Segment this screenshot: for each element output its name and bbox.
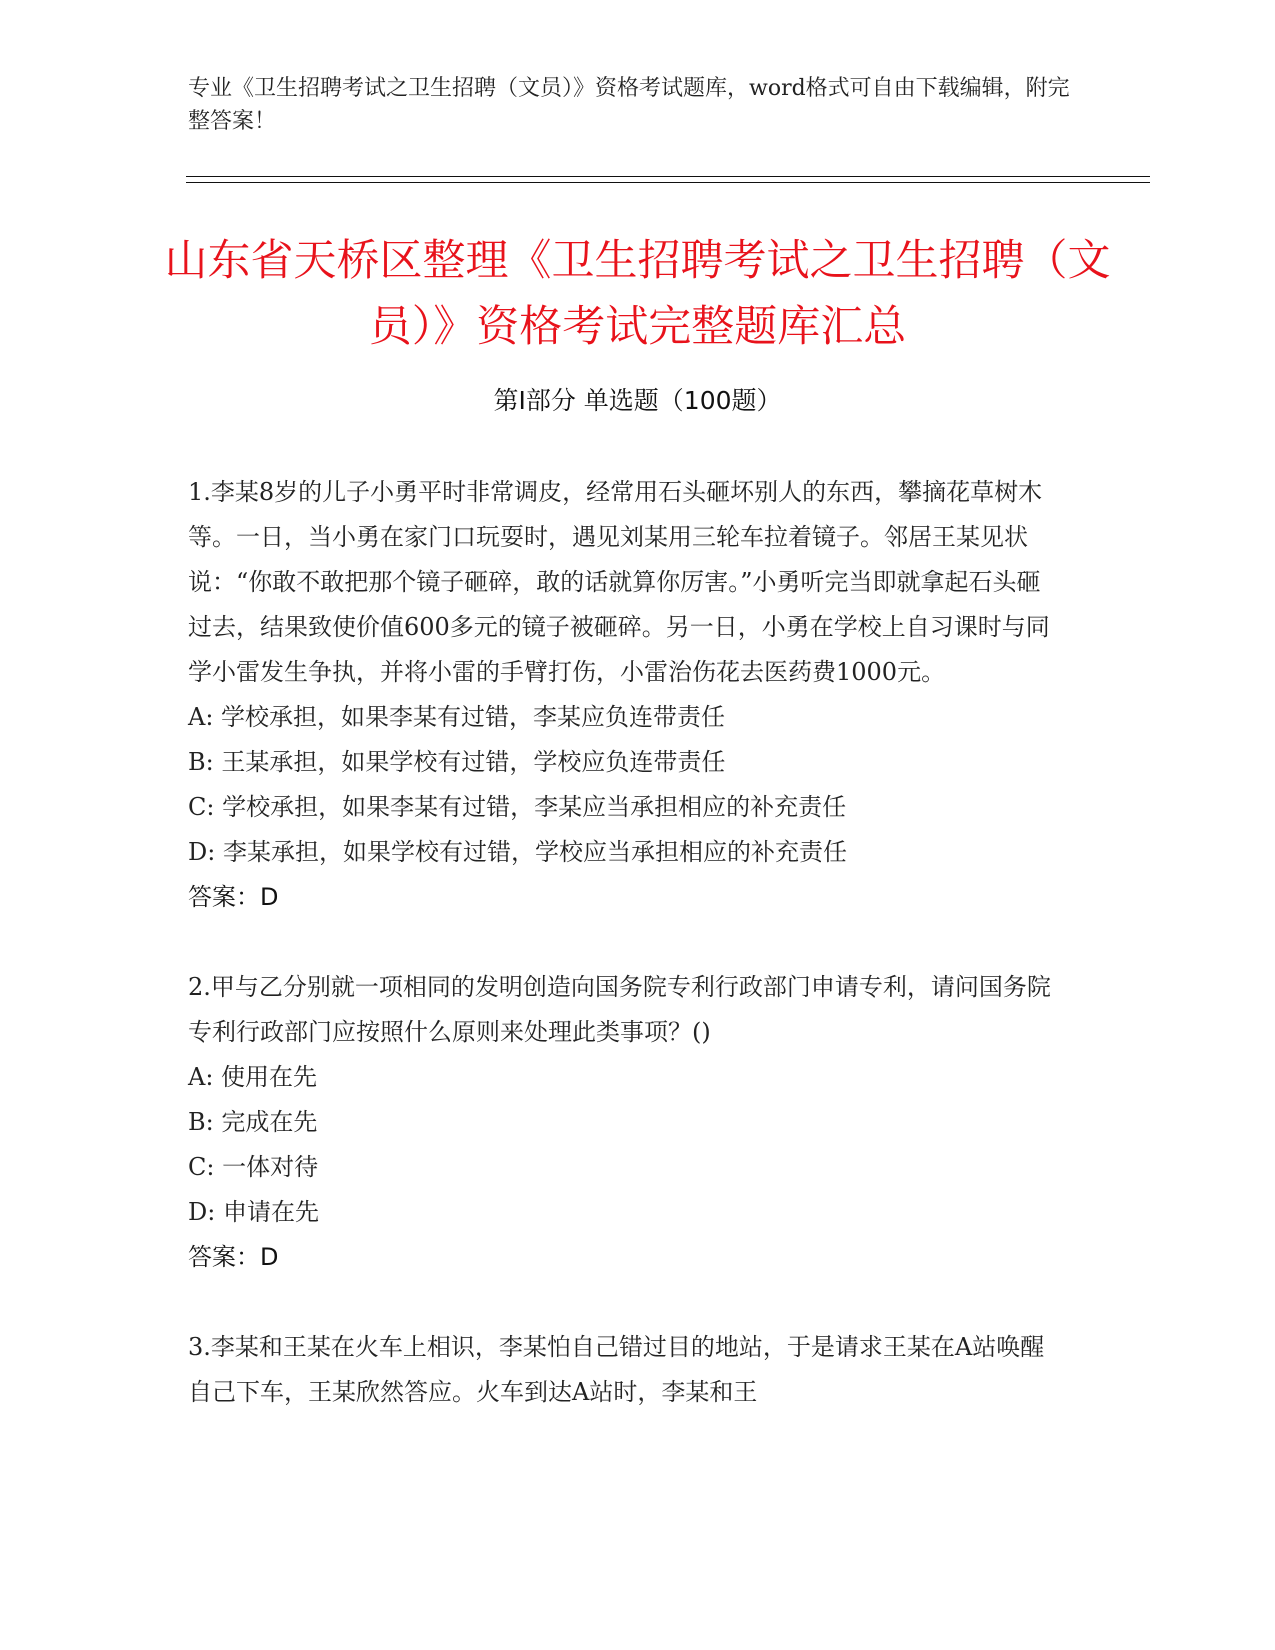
- section-title: 第I部分 单选题（100题）: [493, 386, 782, 415]
- option-c: C: 学校承担，如果李某有过错，李某应当承担相应的补充责任: [188, 793, 847, 821]
- question-1: [188, 470, 1058, 920]
- header-rule-bottom: [186, 182, 1150, 183]
- question-2: [188, 965, 1058, 1280]
- answer: 答案：D: [188, 883, 279, 911]
- option-b: B: 完成在先: [188, 1108, 318, 1136]
- option-a: A: 学校承担，如果李某有过错，李某应负连带责任: [188, 703, 726, 731]
- question-stem: 1.李某8岁的儿子小勇平时非常调皮，经常用石头砸坏别人的东西，攀摘花草树木等。一日，当小勇在家门口玩耍时，遇见刘某用三轮车拉着镜子。邻居王某见状说：“你敢不敢把那个镜子砸碎，敢的话就算你厉害。”小勇听完当即就拿起石头砸过去，结果致使价值600多元的镜子被砸碎。另一日，小勇在学校上自习课时与同学小雷发生争执，并将小雷的手臂打伤，小雷治伤花去医药费1000元。: [188, 478, 1050, 686]
- header-note: 专业《卫生招聘考试之卫生招聘（文员）》资格考试题库，word格式可自由下载编辑，附完整答案！: [188, 76, 1070, 134]
- header-rule-top: [186, 176, 1150, 177]
- option-d: D: 申请在先: [188, 1198, 319, 1226]
- question-3: [188, 1325, 1058, 1415]
- question-stem: 3.李某和王某在火车上相识，李某怕自己错过目的地站，于是请求王某在A站唤醒自己下车，王某欣然答应。火车到达A站时，李某和王: [188, 1333, 1045, 1406]
- option-c: C: 一体对待: [188, 1153, 319, 1181]
- question-stem: 2.甲与乙分别就一项相同的发明创造向国务院专利行政部门申请专利，请问国务院专利行政部门应按照什么原则来处理此类事项？(): [188, 973, 1051, 1046]
- option-a: A: 使用在先: [188, 1063, 318, 1091]
- question-list: [188, 470, 1058, 1415]
- option-d: D: 李某承担，如果学校有过错，学校应当承担相应的补充责任: [188, 838, 847, 866]
- option-b: B: 王某承担，如果学校有过错，学校应负连带责任: [188, 748, 726, 776]
- document-title: 山东省天桥区整理《卫生招聘考试之卫生招聘（文员）》资格考试完整题库汇总: [164, 236, 1111, 352]
- answer: 答案：D: [188, 1243, 279, 1271]
